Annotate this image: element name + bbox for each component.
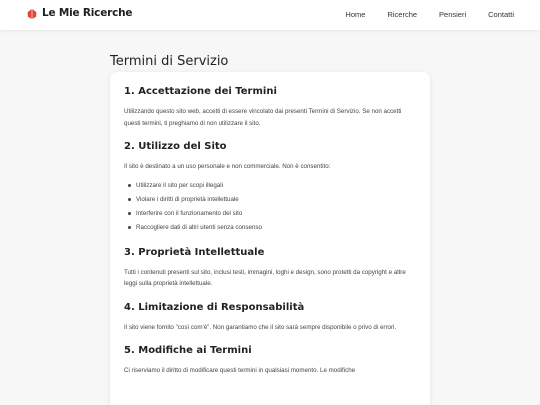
section-intellectual-property: [124, 247, 416, 290]
section-changes: [124, 345, 416, 377]
list-item: Utilizzare il sito per scopi illegali: [124, 179, 416, 193]
nav-pensieri[interactable]: Pensieri: [439, 10, 467, 19]
terms-card: [110, 72, 430, 405]
brand[interactable]: [26, 7, 132, 19]
section-text: Ci riserviamo il diritto di modificare questi termini in qualsiasi momento. Le modifiche: [124, 367, 356, 374]
section-text: Tutti i contenuti presenti sul sito, inclusi testi, immagini, loghi e design, sono protetti da copyright e altre leggi sulla proprietà intellettuale.: [124, 268, 406, 287]
section-heading: 4. Limitazione di Responsabilità: [124, 301, 305, 313]
nav-ricerche[interactable]: Ricerche: [387, 10, 418, 19]
section-usage: [124, 141, 416, 235]
section-heading: 3. Proprietà Intellettuale: [124, 246, 265, 258]
section-acceptance: [124, 86, 416, 129]
section-text: Il sito viene fornito "così com'è". Non garantiamo che il sito sarà sempre disponibile o privo di errori.: [124, 323, 397, 331]
brand-name: Le Mie Ricerche: [42, 7, 133, 19]
brain-icon: [26, 7, 38, 19]
section-heading: 5. Modifiche ai Termini: [124, 345, 252, 356]
section-heading: 2. Utilizzo del Sito: [124, 141, 227, 152]
nav-contatti[interactable]: Contatti: [488, 10, 514, 19]
section-text: Utilizzando questo sito web, accetti di essere vincolato dai presenti Termini di Servizio. Se non accetti questi termini, ti preghiamo di non utilizzare il sito.: [124, 108, 402, 127]
site-header: [0, 0, 540, 30]
section-text: Il sito è destinato a un uso personale e non commerciale. Non è consentito:: [124, 163, 331, 170]
section-heading: 1. Accettazione dei Termini: [124, 86, 277, 97]
main-nav: [323, 10, 514, 19]
nav-home[interactable]: Home: [345, 10, 366, 19]
page-title: Termini di Servizio: [110, 54, 229, 69]
prohibited-list: [124, 179, 416, 235]
section-liability: [124, 302, 416, 334]
list-item: Raccogliere dati di altri utenti senza consenso: [124, 221, 416, 235]
list-item: Interferire con il funzionamento del sito: [124, 207, 416, 221]
list-item: Violare i diritti di proprietà intellettuale: [124, 193, 416, 207]
